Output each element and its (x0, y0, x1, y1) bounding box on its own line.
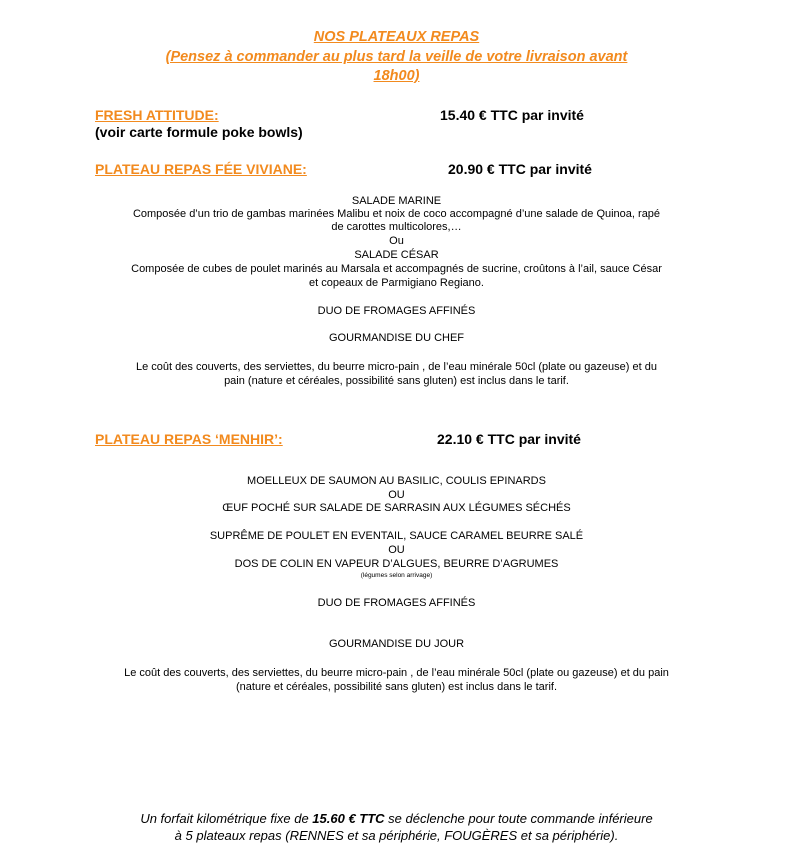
fresh-attitude-price: 15.40 € TTC par invité (440, 107, 584, 123)
menhir-cheese: DUO DE FROMAGES AFFINÉS (317, 597, 476, 609)
delivery-fee-note (0, 810, 793, 827)
fee-dish1-name: SALADE MARINE (351, 195, 442, 207)
menhir-main-note: (légumes selon arrivage) (360, 572, 433, 579)
menhir-or-starter: OU (388, 489, 405, 501)
order-deadline-note-line2: 18h00) (373, 68, 420, 84)
menhir-price: 22.10 € TTC par invité (437, 431, 581, 447)
fee-dish1-desc-line2: de carottes multicolores,… (331, 221, 462, 233)
fee-dish2-desc: Composée de cubes de poulet marinés au Marsala et accompagnés de sucrine, croûtons à l’ail, sauce César (131, 263, 662, 275)
order-deadline-note: (Pensez à commander au plus tard la veille de votre livraison avant (165, 49, 628, 65)
fee-dish2-desc-line2: et copeaux de Parmigiano Regiano. (309, 277, 484, 289)
delivery-fee-text-after: se déclenche pour toute commande inférieure (384, 811, 653, 826)
fee-dish1-desc: Composée d’un trio de gambas marinées Malibu et noix de coco accompagné d’une salade de Quinoa, rapé (132, 208, 661, 220)
menhir-or-main: OU (388, 544, 405, 556)
menhir-starter1: MOELLEUX DE SAUMON AU BASILIC, COULIS EPINARDS (247, 475, 546, 487)
fresh-attitude-subtitle: (voir carte formule poke bowls) (95, 124, 303, 140)
fee-viviane-title: PLATEAU REPAS FÉE VIVIANE: (95, 161, 307, 177)
fee-included-info-line2: pain (nature et céréales, possibilité sans gluten) est inclus dans le tarif. (224, 375, 569, 387)
fee-dish2-name: SALADE CÉSAR (354, 249, 439, 261)
delivery-fee-note-line2: à 5 plateaux repas (RENNES et sa périphérie, FOUGÈRES et sa périphérie). (174, 828, 619, 843)
menhir-dessert: GOURMANDISE DU JOUR (328, 638, 465, 650)
fee-included-info: Le coût des couverts, des serviettes, du beurre micro-pain , de l’eau minérale 50cl (plate ou gazeuse) et du (136, 361, 657, 373)
menhir-title: PLATEAU REPAS ‘MENHIR’: (95, 431, 283, 447)
fee-or: Ou (389, 235, 404, 247)
fresh-attitude-title: FRESH ATTITUDE: (95, 107, 219, 123)
menhir-included-info-line2: (nature et céréales, possibilité sans gluten) est inclus dans le tarif. (236, 681, 557, 693)
menhir-main1: SUPRÊME DE POULET EN EVENTAIL, SAUCE CARAMEL BEURRE SALÉ (209, 530, 584, 542)
fee-cheese: DUO DE FROMAGES AFFINÉS (317, 305, 476, 317)
menhir-main2: DOS DE COLIN EN VAPEUR D’ALGUES, BEURRE D’AGRUMES (234, 558, 559, 570)
delivery-fee-amount: 15.60 € TTC (312, 811, 385, 826)
fee-dessert: GOURMANDISE DU CHEF (328, 332, 465, 344)
page-title: NOS PLATEAUX REPAS (313, 29, 480, 45)
menhir-starter2: ŒUF POCHÉ SUR SALADE DE SARRASIN AUX LÉGUMES SÉCHÉS (222, 502, 571, 514)
fee-viviane-price: 20.90 € TTC par invité (448, 161, 592, 177)
menhir-included-info: Le coût des couverts, des serviettes, du beurre micro-pain , de l’eau minérale 50cl (plate ou gazeuse) et du pain (124, 667, 669, 679)
delivery-fee-text-before: Un forfait kilométrique fixe de (140, 811, 313, 826)
